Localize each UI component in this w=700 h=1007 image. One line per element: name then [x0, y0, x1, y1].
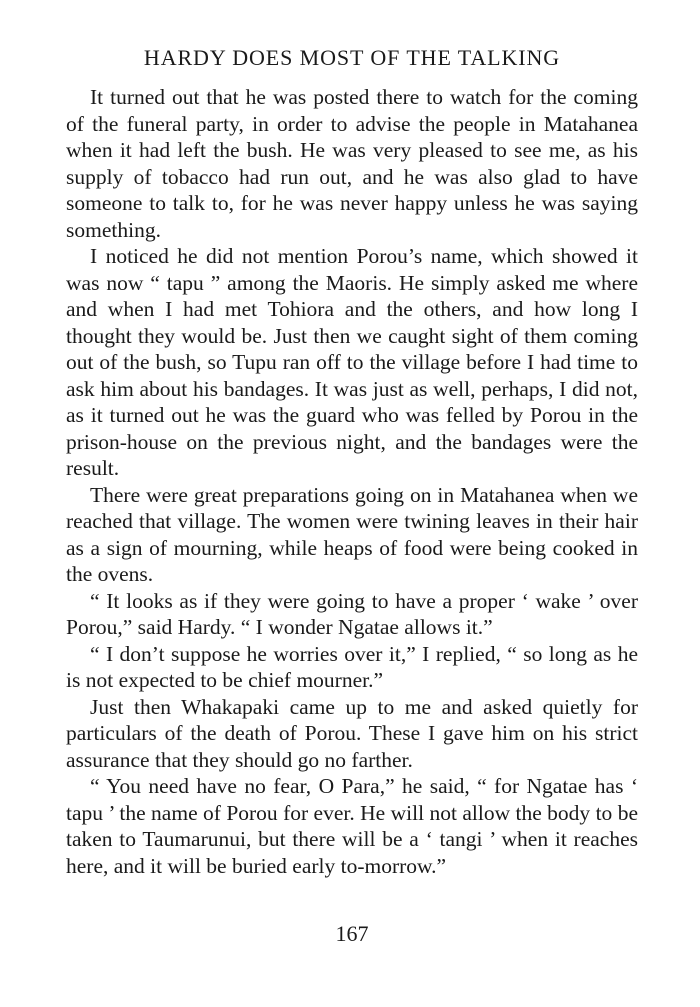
page-number: 167: [335, 921, 369, 946]
paragraph: “ It looks as if they were going to have a proper ‘ wake ’ over Porou,” said Hardy. “ I wonder Ngatae allows it.”: [66, 588, 638, 639]
paragraph: Just then Whakapaki came up to me and asked quietly for particulars of the death of Porou. These I gave him on his strict assurance that they should go no farther.: [66, 694, 638, 772]
paragraph: “ You need have no fear, O Para,” he said, “ for Ngatae has ‘ tapu ’ the name of Porou for ever. He will not allow the body to be taken to Taumarunui, but there will be a ‘ tangi ’ when it reaches here, and it will be buried early to-morrow.”: [66, 774, 638, 878]
running-head: HARDY DOES MOST OF THE TALKING: [143, 45, 561, 70]
paragraph: There were great preparations going on in Matahanea when we reached that village. The women were twining leaves in their hair as a sign of mourning, while heaps of food were being cooked in the ovens.: [66, 482, 638, 586]
paragraph: It turned out that he was posted there to watch for the coming of the funeral party, in order to advise the people in Matahanea when it had left the bush. He was very pleased to see me, as his supply of tobacco had run out, and he was also glad to have someone to talk to, for he was never happy unless he was saying something.: [66, 85, 638, 242]
body-text: [66, 84, 638, 879]
paragraph: “ I don’t suppose he worries over it,” I replied, “ so long as he is not expected to be chief mourner.”: [66, 641, 638, 692]
paragraph: I noticed he did not mention Porou’s name, which showed it was now “ tapu ” among the Maoris. He simply asked me where and when I had met Tohiora and the others, and how long I thought they would be. Just then we caught sight of them coming out of the bush, so Tupu ran off to the village before I had time to ask him about his bandages. It was just as well, perhaps, I did not, as it turned out he was the guard who was felled by Porou in the prison-house on the previous night, and the bandages were the result.: [66, 244, 638, 480]
